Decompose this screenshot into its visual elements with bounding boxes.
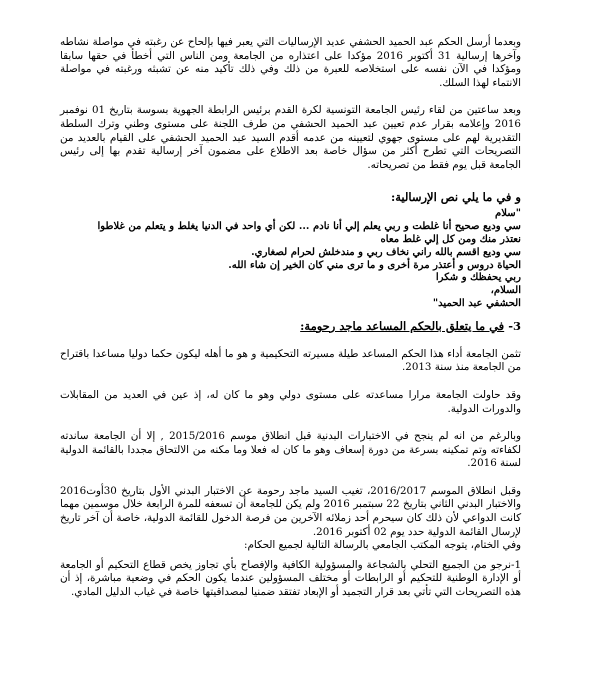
- quote-line: الحشفي عبد الحميد": [432, 297, 521, 309]
- quote-line: السلام،: [490, 285, 521, 297]
- quote-line: "سلام: [495, 208, 521, 220]
- quote-heading: و في ما يلي نص الإرسالية:: [390, 190, 521, 205]
- list-item-1: 1-نرجو من الجميع التحلي بالشجاعة والمسؤولية الكافية والإفصاح بأي تجاوز يخص قطاع التحكيم أو الجامعة أو الإدارة الوطنية للتحكيم أو الرابطات أو مختلف المسؤولين عندما يكون الحكم في وضعية مباشرة، إذ أن هذه التصريحات التي تأتي بعد قرار التجميد أو الإبعاد تفتقد ضمنيا لمصداقيتها خاصة في غياب الدليل المادي.: [60, 558, 521, 599]
- paragraph-fitness-tests: وبالرغم من انه لم ينجح في الاختبارات البدنية قبل انطلاق موسم 2015/2016 , إلا أن الجامعة ساندته لكفاءته وتم تمكينه بسرعة من دورة إسعاف وهو ما كان له فعلا وما مكنه من الالتحاق مجددا بالقائمة الدولية لسنة 2016.: [60, 430, 521, 470]
- quoted-letter: [60, 208, 521, 310]
- quote-line: ربي يحفظك و شكرا: [435, 272, 521, 284]
- paragraph-season-absence: وقبل انطلاق الموسم 2016/2017، تغيب السيد ماجد رحومة عن الاختبار البدني الأول بتاريخ 30أوت2016 والاختبار البدني الثاني بتاريخ 22 سبتمبر 2016 ولم يكن للجامعة أن تسعفه للمرة الرابعة خلال موسمين مهما كانت الدواعي لأن ذلك كان سيحرم أحد زملائه الآخرين من فرصة الدخول للقائمة الدولية، خاصة أن آخر تاريخ لإرسال القائمة الدولية حدد يوم 02 أكتوبر 2016.: [60, 484, 521, 538]
- section-title: في ما يتعلق بالحكم المساعد ماجد رحومة:: [300, 318, 505, 333]
- paragraph-closing-message: وفي الختام، يتوجه المكتب الجامعي بالرسالة التالية لجميع الحكام:: [243, 539, 521, 552]
- quote-line: الحياة دروس و أعتذر مرة أخرى و ما ترى مني كان الخير إن شاء الله.: [228, 259, 521, 271]
- paragraph-letters-from-referee: وبعدما أرسل الحكم عبد الحميد الحشفي عديد الإرساليات التي يعبر فيها بإلحاح عن رغبته في مواصلة نشاطه وآخرها إرسالية 31 أكتوبر 2016 مؤكدا على اعتذاره من الجامعة ومن الناس التي أخطأ في حقها سابقا ومؤكدا في الآن نفسه على استخلاصه للعبرة من ذلك وفي ذلك تأكيد منه عن تشبثه ورغبته في مواصلة الانتماء لهذا السلك.: [60, 36, 521, 89]
- quote-line: سي وديع اقسم بالله راني نخاف ربي و مندخلش لحرام لصغاري.: [251, 246, 521, 258]
- paragraph-assistant-performance: تثمن الجامعة أداء هذا الحكم المساعد طيلة مسيرته التحكيمية و هو ما أهله ليكون حكما دوليا مساعدا باقتراح من الجامعة منذ سنة 2013.: [60, 347, 521, 374]
- quote-line: نعتذر منك ومن كل إلي غلط معاه: [380, 233, 521, 245]
- section-number: 3-: [508, 318, 521, 333]
- quote-line: سي وديع صحيح أنا غلطت و ربي يعلم إلي أنا نادم ... لكن أي واحد في الدنيا يغلط و يتعلم من غلاطوا: [97, 221, 521, 233]
- section-3-heading: [60, 319, 521, 334]
- paragraph-international-help: وقد حاولت الجامعة مرارا مساعدته على مستوى دولي وهو ما كان له، إذ عين في العديد من المقابلات والدورات الدولية.: [60, 388, 521, 415]
- paragraph-meeting-and-statements: وبعد ساعتين من لقاء رئيس الجامعة التونسية لكرة القدم برئيس الرابطة الجهوية بسوسة بتاريخ 01 نوفمبر 2016 وإعلامه بقرار عدم تعيين عبد الحميد الحشفي من طرف اللجنة على مستوى وطني وترك السلطة التقديرية لهم على مستوى جهوي لتعيينه من عدمه أقدم السيد عبد الحميد الحشفي على القيام بالعديد من التصريحات التي تطرح أكثر من سؤال خاصة بعد الاطلاع على مضمون آخر إرسالية تقدم بها إلى رئيس الجامعة قبل يوم فقط من تصريحاته.: [60, 104, 522, 171]
